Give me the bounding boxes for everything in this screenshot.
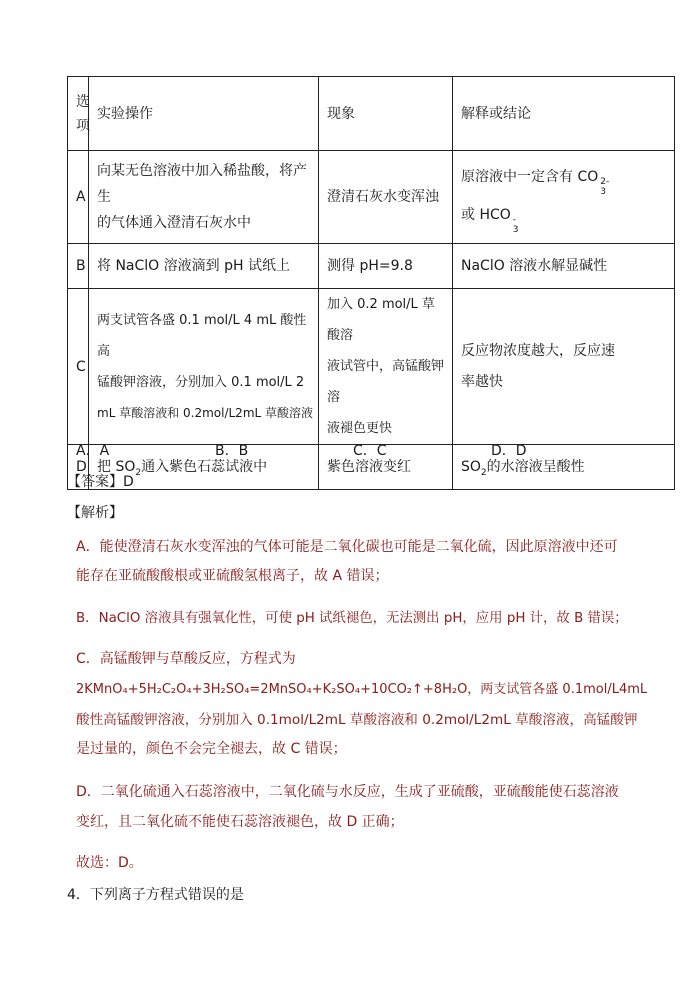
table-row-b bbox=[68, 244, 675, 289]
row-a-concl-sub1: 3 bbox=[600, 187, 606, 197]
row-d-op-a: 把 SO bbox=[97, 459, 136, 475]
row-d-phenomenon: 紫色溶液变红 bbox=[319, 445, 453, 490]
row-a-op-line1: 向某无色溶液中加入稀盐酸，将产生 bbox=[97, 163, 307, 205]
row-a-concl-text2: 或 HCO bbox=[461, 207, 511, 223]
table-row-c bbox=[68, 289, 675, 445]
analysis-b-line1: B．NaClO 溶液具有强氧化性，可使 pH 试纸褪色，无法测出 pH，应用 pH 计，故 B 错误； bbox=[76, 611, 628, 626]
analysis-conclusion: 故选：D。 bbox=[76, 855, 143, 871]
row-c-phenomenon bbox=[319, 289, 453, 445]
option-b: B．B bbox=[215, 443, 249, 459]
answer-line: 【答案】D bbox=[67, 474, 134, 490]
row-a-concl-sub2: 3 bbox=[512, 225, 519, 235]
option-d: D．D bbox=[491, 443, 527, 459]
option-c: C．C bbox=[353, 443, 387, 459]
analysis-a-line1: A．能使澄清石灰水变浑浊的气体可能是二氧化碳也可能是二氧化硫，因此原溶液中还可 bbox=[76, 539, 618, 555]
row-d-op-sub: 2 bbox=[135, 467, 142, 478]
row-c-concl-line2: 率越快 bbox=[461, 373, 503, 390]
row-a-op-line2: 的气体通入澄清石灰水中 bbox=[97, 215, 251, 231]
row-a-concl-sup2: - bbox=[512, 215, 517, 225]
row-b-conclusion: NaClO 溶液水解显碱性 bbox=[453, 244, 675, 289]
row-b-operation: 将 NaClO 溶液滴到 pH 试纸上 bbox=[89, 244, 319, 289]
table-row-a bbox=[68, 151, 675, 244]
row-c-operation bbox=[89, 289, 319, 445]
next-question: 4．下列离子方程式错误的是 bbox=[67, 887, 244, 903]
row-c-id: C bbox=[68, 289, 89, 445]
row-d-id: D bbox=[68, 445, 89, 490]
analysis-c-line2: 2KMnO₄+5H₂C₂O₄+3H₂SO₄=2MnSO₄+K₂SO₄+10CO₂↑+8H₂O，两支试管各盛 0.1mol/L4mL bbox=[76, 682, 648, 697]
row-c-ph-line1: 加入 0.2 mol/L 草酸溶 bbox=[327, 297, 435, 343]
analysis-d-line1: D．二氧化硫通入石蕊溶液中，二氧化硫与水反应，生成了亚硫酸，亚硫酸能使石蕊溶液 bbox=[76, 784, 619, 800]
row-c-op-line3: mL 草酸溶液和 0.2mol/L2mL 草酸溶液 bbox=[97, 405, 314, 420]
row-d-op-b: 通入紫色石蕊试液中 bbox=[141, 459, 268, 475]
row-a-id: A bbox=[68, 151, 89, 244]
row-d-conclusion bbox=[453, 445, 675, 490]
question-table bbox=[67, 76, 675, 490]
analysis-a-line2: 能存在亚硫酸酸根或亚硫酸氢根离子，故 A 错误； bbox=[76, 568, 389, 584]
row-c-ph-line3: 液褪色更快 bbox=[327, 421, 393, 436]
header-phenomenon: 现象 bbox=[319, 77, 453, 151]
row-a-phenomenon: 澄清石灰水变浑浊 bbox=[319, 151, 453, 244]
analysis-label: 【解析】 bbox=[67, 505, 123, 521]
header-conclusion: 解释或结论 bbox=[453, 77, 675, 151]
row-b-id: B bbox=[68, 244, 89, 289]
row-d-concl-b: 的水溶液呈酸性 bbox=[486, 459, 585, 475]
row-a-concl-line2 bbox=[461, 197, 666, 235]
option-a: A．A bbox=[76, 443, 110, 459]
row-a-concl-text1: 原溶液中一定含有 CO bbox=[461, 169, 599, 185]
row-a-concl-sup1: 2- bbox=[600, 177, 610, 187]
row-c-concl-line1: 反应物浓度越大，反应速 bbox=[461, 342, 615, 359]
table-header-row bbox=[68, 77, 675, 151]
row-a-conclusion bbox=[453, 151, 675, 244]
analysis-c-line3: 酸性高锰酸钾溶液，分别加入 0.1mol/L2mL 草酸溶液和 0.2mol/L2mL 草酸溶液，高锰酸钾 bbox=[76, 712, 638, 728]
row-c-ph-line2: 液试管中，高锰酸钾溶 bbox=[327, 359, 445, 405]
row-b-phenomenon: 测得 pH=9.8 bbox=[319, 244, 453, 289]
row-c-op-line1: 两支试管各盛 0.1 mol/L 4 mL 酸性高 bbox=[97, 312, 307, 359]
row-a-operation bbox=[89, 151, 319, 244]
row-a-concl-line1 bbox=[461, 159, 666, 197]
row-d-concl-sub: 2 bbox=[480, 467, 487, 478]
row-c-conclusion bbox=[453, 289, 675, 445]
row-d-concl-a: SO bbox=[461, 459, 481, 475]
row-c-op-line2: 锰酸钾溶液，分别加入 0.1 mol/L 2 bbox=[97, 374, 305, 390]
analysis-d-line2: 变红，且二氧化硫不能使石蕊溶液褪色，故 D 正确； bbox=[76, 814, 404, 830]
analysis-c-line4: 是过量的，颜色不会完全褪去，故 C 错误； bbox=[76, 741, 347, 757]
header-id: 选项 bbox=[68, 77, 89, 151]
analysis-c-line1: C．高锰酸钾与草酸反应，方程式为 bbox=[76, 651, 296, 667]
header-operation: 实验操作 bbox=[89, 77, 319, 151]
